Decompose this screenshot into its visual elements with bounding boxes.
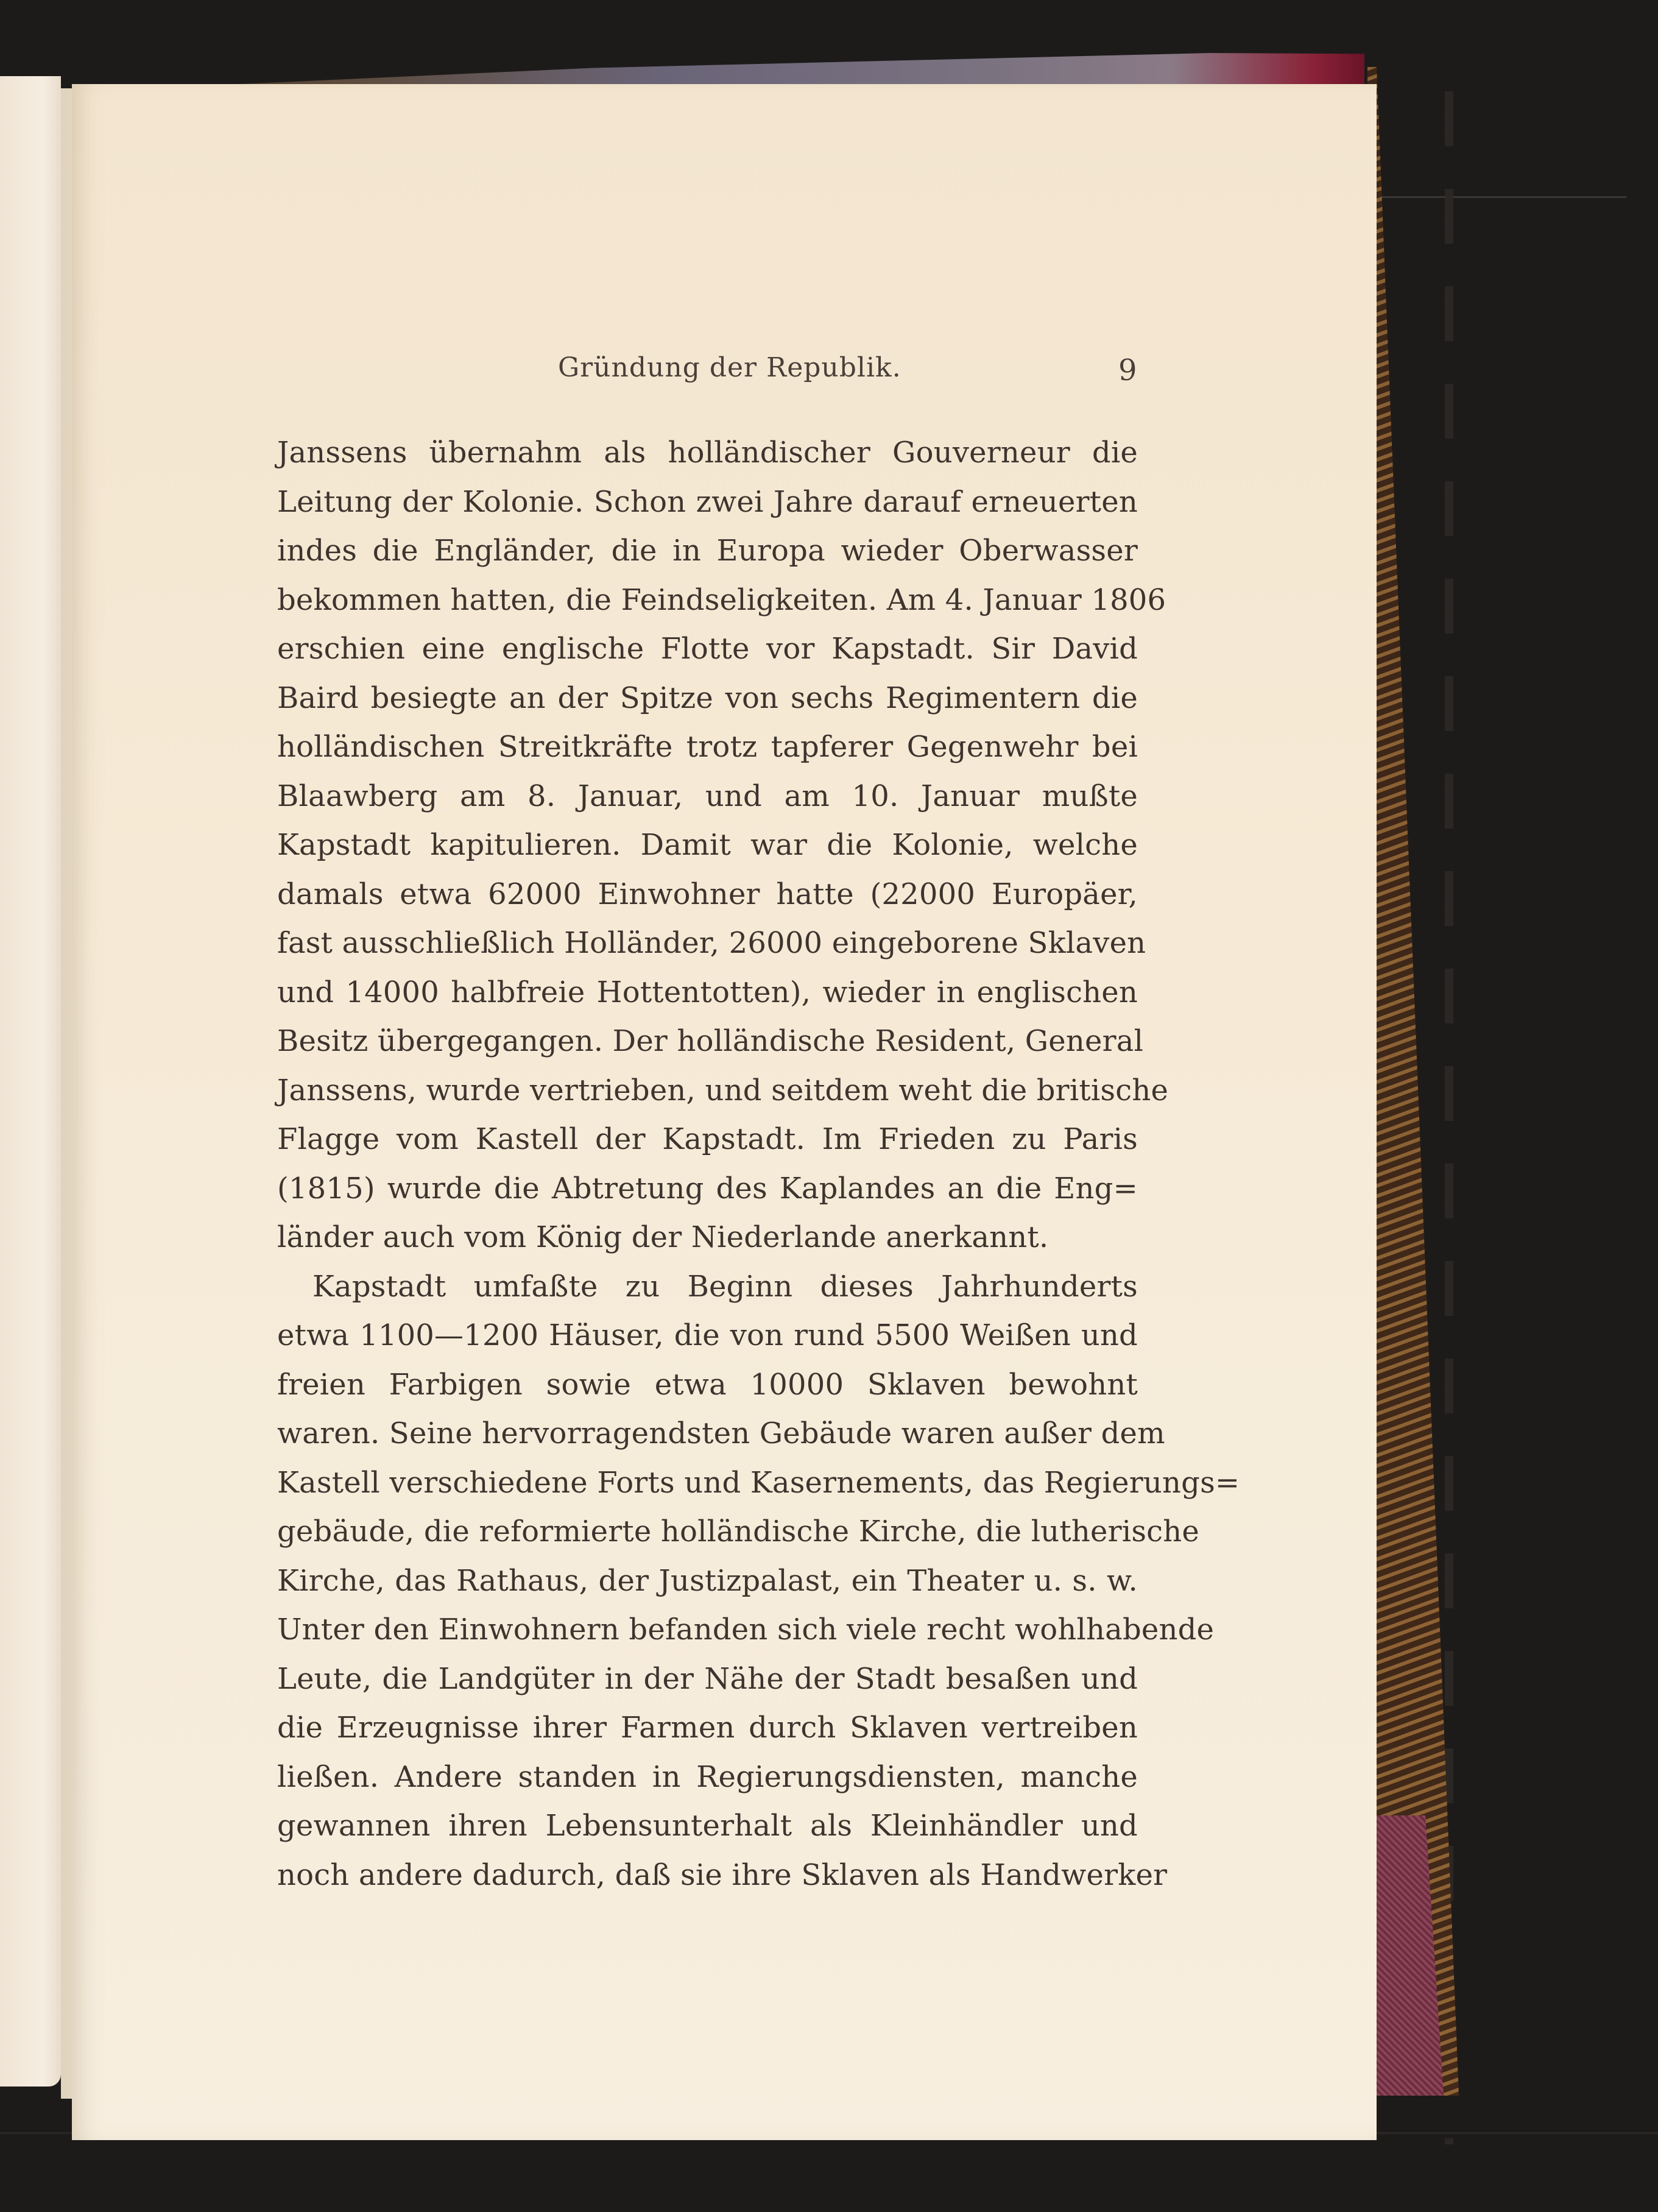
- text-line: noch andere dadurch, daß sie ihre Sklaven als Handwerker: [277, 1857, 1168, 1892]
- text-line: Unter den Einwohnern befanden sich viele recht wohlhabende: [277, 1613, 1215, 1647]
- text-line: (1815) wurde die Abtretung des Kaplandes an die Eng=: [277, 1171, 1138, 1206]
- book-page: [72, 84, 1377, 2140]
- text-line: Kirche, das Rathaus, der Justizpalast, ein Theater u. s. w.: [277, 1563, 1138, 1598]
- body-text: [277, 428, 1240, 1899]
- text-line: gebäude, die reformierte holländische Kirche, die lutherische: [277, 1514, 1199, 1549]
- text-line: freien Farbigen sowie etwa 10000 Sklaven bewohnt: [277, 1367, 1138, 1402]
- page-number: 9: [1118, 353, 1137, 387]
- running-title: Gründung der Republik.: [558, 352, 901, 383]
- text-line: waren. Seine hervorragendsten Gebäude waren außer dem: [277, 1416, 1165, 1451]
- text-line: fast ausschließlich Holländer, 26000 eingeborene Sklaven: [277, 926, 1146, 960]
- text-line: Baird besiegte an der Spitze von sechs Regimentern die: [277, 680, 1138, 715]
- text-line: Kapstadt umfaßte zu Beginn dieses Jahrhunderts: [312, 1269, 1138, 1304]
- text-line: damals etwa 62000 Einwohner hatte (22000 Europäer,: [277, 877, 1138, 911]
- paragraph-1: [277, 428, 1169, 1262]
- text-line: indes die Engländer, die in Europa wieder Oberwasser: [277, 534, 1138, 568]
- text-line: Kapstadt kapitulieren. Damit war die Kolonie, welche: [277, 828, 1138, 862]
- text-line: ließen. Andere standen in Regierungsdiensten, manche: [277, 1759, 1138, 1794]
- text-line: Leitung der Kolonie. Schon zwei Jahre darauf erneuerten: [277, 484, 1138, 519]
- paragraph-2: [277, 1262, 1240, 1900]
- text-line: Leute, die Landgüter in der Nähe der Stadt besaßen und: [277, 1661, 1138, 1696]
- text-line: etwa 1100—1200 Häuser, die von rund 5500 Weißen und: [277, 1318, 1138, 1352]
- background-edge-line: [1370, 196, 1626, 198]
- text-line: die Erzeugnisse ihrer Farmen durch Sklaven vertreiben: [277, 1711, 1138, 1745]
- text-line: Kastell verschiedene Forts und Kasernements, das Regierungs=: [277, 1465, 1240, 1500]
- text-line: erschien eine englische Flotte vor Kapstadt. Sir David: [277, 632, 1138, 666]
- running-head: [72, 352, 1377, 389]
- text-line: Janssens, wurde vertrieben, und seitdem weht die britische: [277, 1073, 1169, 1108]
- text-line: Flagge vom Kastell der Kapstadt. Im Frieden zu Paris: [277, 1122, 1138, 1156]
- facing-page-edge: [0, 76, 61, 2087]
- text-line: holländischen Streitkräfte trotz tapferer Gegenwehr bei: [277, 730, 1138, 764]
- text-line: bekommen hatten, die Feindseligkeiten. Am 4. Januar 1806: [277, 582, 1166, 617]
- text-line: Blaawberg am 8. Januar, und am 10. Januar mußte: [277, 779, 1138, 813]
- text-line: länder auch vom König der Niederlande anerkannt.: [277, 1220, 1049, 1254]
- text-line: gewannen ihren Lebensunterhalt als Kleinhändler und: [277, 1809, 1138, 1843]
- text-line: und 14000 halbfreie Hottentotten), wieder in englischen: [277, 975, 1138, 1009]
- text-line: Besitz übergegangen. Der holländische Resident, General: [277, 1024, 1144, 1058]
- text-line: Janssens übernahm als holländischer Gouverneur die: [277, 436, 1138, 470]
